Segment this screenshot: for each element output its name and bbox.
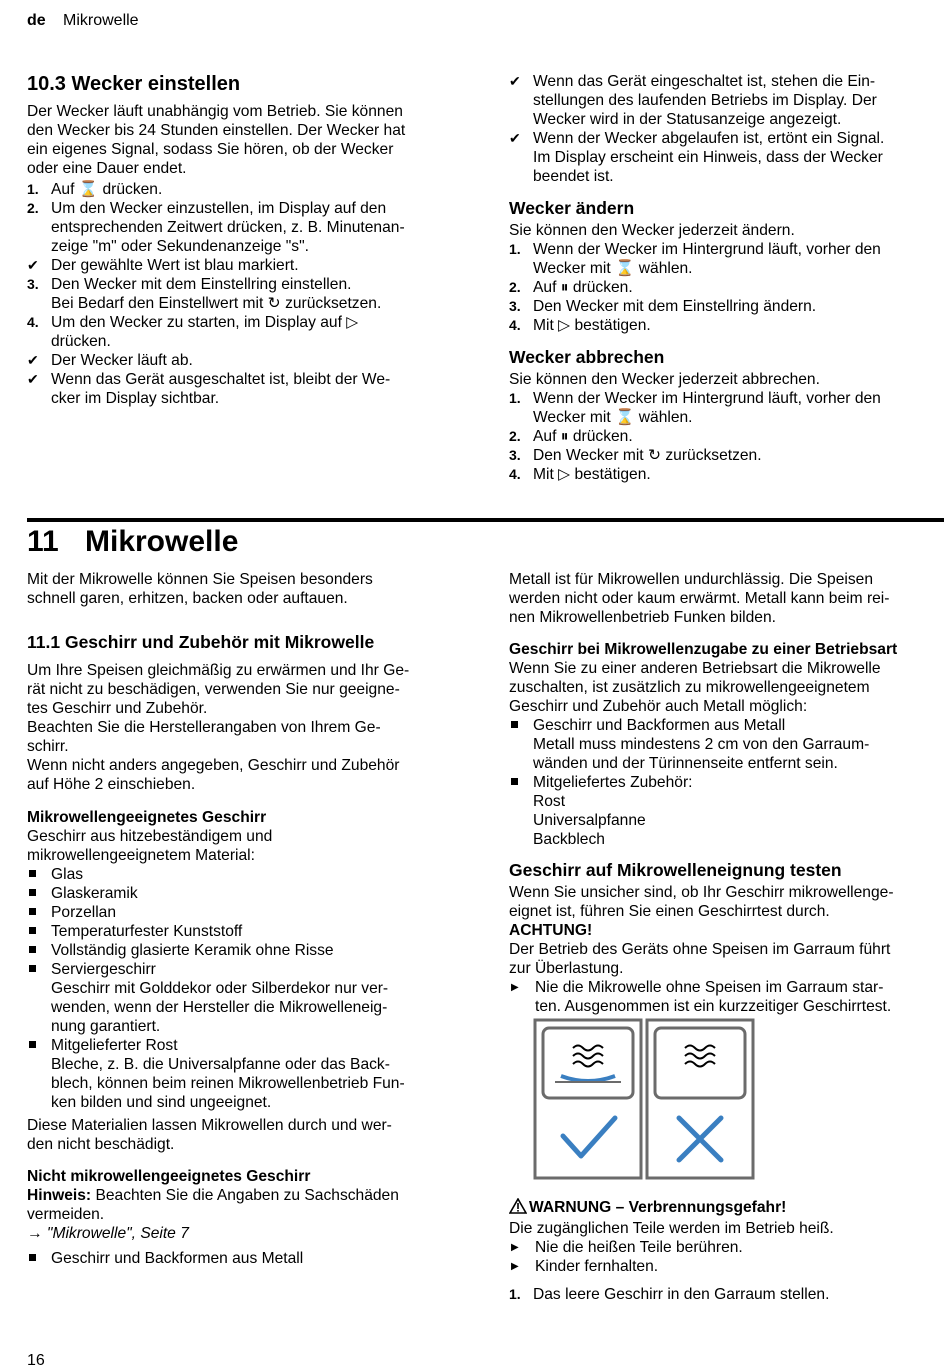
text-line: tes Geschirr und Zubehör. <box>27 700 208 717</box>
suitable-outro <box>27 1116 447 1154</box>
text-line: Rost <box>533 793 566 810</box>
figure-panel-ok <box>535 1020 641 1178</box>
header-language: de <box>27 12 46 29</box>
text-line: Kinder fernhalten. <box>535 1258 659 1275</box>
chapter-rule <box>27 518 944 522</box>
text-line: Den Wecker mit dem Einstellring einstellen. <box>51 276 352 293</box>
list-item <box>509 465 939 484</box>
wecker-change-intro: Sie können den Wecker jederzeit ändern. <box>509 222 795 239</box>
text-line: Den Wecker mit dem Einstellring ändern. <box>533 298 817 315</box>
text-line: stellungen des laufenden Betriebs im Display. Der <box>533 92 877 109</box>
text-line: drücken. <box>51 333 111 350</box>
test-intro <box>509 883 944 921</box>
list-item <box>509 297 939 316</box>
list-item <box>509 427 939 446</box>
list-item <box>509 978 944 1016</box>
text-line: Wenn das Gerät eingeschaltet ist, stehen die Ein- <box>533 73 876 90</box>
list-item <box>27 199 447 256</box>
dishes-intro <box>27 661 447 794</box>
wecker-cancel-steps <box>509 389 939 484</box>
list-item-text <box>533 72 877 129</box>
microwave-waves-icon <box>573 1046 603 1067</box>
wecker-intro <box>27 102 447 178</box>
arrow-bullet-icon: ▶ <box>511 1242 519 1253</box>
list-item <box>27 884 447 903</box>
text-line: ken bilden und sind ungeeignet. <box>51 1094 272 1111</box>
text-line: Um den Wecker zu starten, im Display auf ▷ <box>51 314 359 331</box>
dish-test-figure <box>533 1018 813 1180</box>
text-line: Geschirr und Backformen aus Metall <box>533 717 786 734</box>
list-item-text <box>51 370 390 408</box>
list-item <box>509 1285 944 1304</box>
microwave-intro <box>27 570 447 608</box>
list-item <box>27 960 447 1036</box>
square-bullet-icon <box>27 903 51 922</box>
text-line: mikrowellengeeignetem Material: <box>27 847 255 864</box>
list-item-text <box>51 180 162 199</box>
text-line: Glaskeramik <box>51 885 138 902</box>
list-item-text <box>533 278 633 297</box>
text-line: Diese Materialien lassen Mikrowellen durch und wer- <box>27 1117 392 1134</box>
suitable-list <box>27 865 447 1112</box>
list-item-text <box>51 865 83 884</box>
list-item-text <box>51 922 242 941</box>
square-bullet-icon <box>27 941 51 960</box>
text-line: ten. Ausgenommen ist ein kurzzeitiger Geschirrtest. <box>535 998 892 1015</box>
section-title-11-1: 11.1 Geschirr und Zubehör mit Mikrowelle <box>27 632 375 652</box>
text-line: Wecker wird in der Statusanzeige angezeigt. <box>533 111 842 128</box>
text-line: Metall muss mindestens 2 cm von den Garraum- <box>533 736 870 753</box>
combo-intro <box>509 659 944 716</box>
text-line: Mit ▷ bestätigen. <box>533 466 651 483</box>
check-icon: ✔ <box>509 73 521 89</box>
text-line: nen Mikrowellenbetrieb Funken bilden. <box>509 609 776 626</box>
text-line: beendet ist. <box>533 168 614 185</box>
warning-label: WARNUNG – Verbrennungsgefahr! <box>529 1199 787 1216</box>
text-line: entsprechenden Zeitwert drücken, z. B. Minutenan- <box>51 219 405 236</box>
cross-icon <box>679 1118 721 1160</box>
text-line: Der Wecker läuft unabhängig vom Betrieb. Sie können <box>27 103 403 120</box>
attention-text <box>509 940 944 978</box>
list-item <box>27 922 447 941</box>
text-line: Mit der Mikrowelle können Sie Speisen besonders <box>27 571 373 588</box>
metal-intro <box>509 570 944 627</box>
list-item <box>509 72 939 129</box>
text-line: Wenn nicht anders angegeben, Geschirr und Zubehör <box>27 757 400 774</box>
text-line: den nicht beschädigt. <box>27 1136 175 1153</box>
text-line: Beachten Sie die Herstellerangaben von Ihrem Ge- <box>27 719 381 736</box>
text-line: Auf ⏸ drücken. <box>533 279 633 296</box>
list-item-text <box>533 1285 829 1304</box>
text-line: rät nicht zu beschädigen, verwenden Sie nur geeigne- <box>27 681 400 698</box>
warning-list <box>509 1238 944 1276</box>
text-line: Bei Bedarf den Einstellwert mit ↻ zurücksetzen. <box>51 295 382 312</box>
text-line: ein eigenes Signal, sodass Sie hören, ob der Wecker <box>27 141 394 158</box>
chapter-number: 11 <box>27 525 59 558</box>
list-item <box>27 256 447 275</box>
test-title: Geschirr auf Mikrowelleneignung testen <box>509 860 842 880</box>
text-line: Das leere Geschirr in den Garraum stellen. <box>533 1286 830 1303</box>
list-item-text <box>535 1257 658 1276</box>
step-number: 2. <box>27 200 39 216</box>
text-line: Geschirr aus hitzebeständigem und <box>27 828 273 845</box>
text-line: Wecker mit ⌛ wählen. <box>533 260 693 277</box>
combo-list <box>509 716 944 849</box>
warning-block <box>509 1198 944 1304</box>
left-bottom-column <box>27 570 447 1268</box>
text-line: zeige "m" oder Sekundenanzeige "s". <box>51 238 309 255</box>
square-bullet-icon <box>509 716 533 773</box>
wecker-check-list <box>509 72 939 186</box>
list-item-text <box>51 256 299 275</box>
text-line: Geschirr und Backformen aus Metall <box>51 1250 304 1267</box>
list-item <box>27 313 447 351</box>
list-item-text <box>535 1238 743 1257</box>
text-line: Metall ist für Mikrowellen undurchlässig. Die Speisen <box>509 571 874 588</box>
list-item <box>509 389 939 427</box>
final-steps <box>509 1285 944 1304</box>
text-line: den Wecker bis 24 Stunden einstellen. Der Wecker hat <box>27 122 406 139</box>
text-line: zur Überlastung. <box>509 960 624 977</box>
text-line: Wenn der Wecker abgelaufen ist, ertönt ein Signal. <box>533 130 885 147</box>
right-top-column <box>509 72 939 484</box>
list-item-text <box>51 313 358 351</box>
list-item-text <box>533 716 869 773</box>
text-line: Im Display erscheint ein Hinweis, dass der Wecker <box>533 149 883 166</box>
square-bullet-icon <box>27 1249 51 1268</box>
text-line: Mit ▷ bestätigen. <box>533 317 651 334</box>
text-line: Geschirr mit Golddekor oder Silberdekor nur ver- <box>51 980 389 997</box>
text-line: Mitgelieferter Rost <box>51 1037 178 1054</box>
list-item <box>509 278 939 297</box>
checkmark-icon <box>563 1118 615 1156</box>
step-number: 2. <box>509 279 521 295</box>
step-number: 4. <box>509 317 521 333</box>
list-item-text <box>51 351 193 370</box>
check-icon: ✔ <box>27 352 39 368</box>
list-item-text <box>533 465 651 484</box>
list-item <box>509 129 939 186</box>
text-line: Wenn Sie unsicher sind, ob Ihr Geschirr mikrowellenge- <box>509 884 894 901</box>
list-item <box>27 351 447 370</box>
attention-label: ACHTUNG! <box>509 922 593 939</box>
text-line: Wecker mit ⌛ wählen. <box>533 409 693 426</box>
step-number: 3. <box>509 447 521 463</box>
unsuitable-title: Nicht mikrowellengeeignetes Geschirr <box>27 1168 311 1185</box>
attention-list <box>509 978 944 1016</box>
wecker-cancel-title: Wecker abbrechen <box>509 347 665 367</box>
list-item <box>509 1238 944 1257</box>
text-line: Backblech <box>533 831 605 848</box>
text-line: nung garantiert. <box>51 1018 161 1035</box>
text-line: Wenn das Gerät ausgeschaltet ist, bleibt der We- <box>51 371 391 388</box>
step-number: 1. <box>27 181 39 197</box>
combo-title: Geschirr bei Mikrowellenzugabe zu einer Betriebsart <box>509 641 898 658</box>
unsuitable-list <box>27 1249 447 1268</box>
list-item-text <box>533 427 633 446</box>
step-number: 3. <box>27 276 39 292</box>
text-line: wänden und der Türinnenseite entfernt sein. <box>533 755 838 772</box>
left-top-column <box>27 72 447 408</box>
list-item-text <box>533 773 692 849</box>
list-item <box>27 1249 447 1268</box>
text-line: eignet ist, führen Sie einen Geschirrtest durch. <box>509 903 830 920</box>
text-line: Der Betrieb des Geräts ohne Speisen im Garraum führt <box>509 941 891 958</box>
chapter-name: Mikrowelle <box>85 525 239 558</box>
microwave-waves-icon-2 <box>685 1046 715 1067</box>
page-number: 16 <box>27 1352 45 1369</box>
square-bullet-icon <box>509 773 533 849</box>
list-item-text <box>51 941 334 960</box>
text-line: Mitgeliefertes Zubehör: <box>533 774 693 791</box>
text-line: Wenn der Wecker im Hintergrund läuft, vorher den <box>533 390 881 407</box>
text-line: Auf ⌛ drücken. <box>51 181 163 198</box>
chapter-title <box>27 523 238 561</box>
list-item-text <box>51 960 388 1036</box>
hint-line <box>27 1186 447 1205</box>
hint-reference-link[interactable]: → "Mikrowelle", Seite 7 <box>27 1225 189 1242</box>
square-bullet-icon <box>27 865 51 884</box>
list-item <box>27 370 447 408</box>
list-item-text <box>51 903 116 922</box>
text-line: Geschirr und Zubehör auch Metall möglich: <box>509 698 808 715</box>
hint-text: Beachten Sie die Angaben zu Sachschäden <box>91 1187 399 1204</box>
warning-text: Die zugänglichen Teile werden im Betrieb heiß. <box>509 1220 834 1237</box>
step-number: 2. <box>509 428 521 444</box>
text-line: zuschalten, ist zusätzlich zu mikrowellengeeignetem <box>509 679 870 696</box>
list-item <box>509 240 939 278</box>
step-number: 1. <box>509 1286 521 1302</box>
check-icon: ✔ <box>509 130 521 146</box>
section-title-10-3: 10.3 Wecker einstellen <box>27 73 241 95</box>
figure-panel-not-ok <box>647 1020 753 1178</box>
square-bullet-icon <box>27 960 51 1036</box>
check-icon: ✔ <box>27 257 39 273</box>
square-bullet-icon <box>27 922 51 941</box>
text-line: Um Ihre Speisen gleichmäßig zu erwärmen und Ihr Ge- <box>27 662 410 679</box>
list-item <box>509 773 944 849</box>
text-line: Nie die heißen Teile berühren. <box>535 1239 743 1256</box>
list-item-text <box>533 389 881 427</box>
warning-triangle-icon <box>509 1198 529 1219</box>
text-line: Der Wecker läuft ab. <box>51 352 193 369</box>
text-line: Universalpfanne <box>533 812 646 829</box>
text-line: Vollständig glasierte Keramik ohne Risse <box>51 942 334 959</box>
arrow-bullet-icon: ▶ <box>511 982 519 993</box>
text-line: Den Wecker mit ↻ zurücksetzen. <box>533 447 762 464</box>
list-item <box>27 903 447 922</box>
text-line: Um den Wecker einzustellen, im Display auf den <box>51 200 387 217</box>
text-line: blech, können beim reinen Mikrowellenbetrieb Fun- <box>51 1075 405 1092</box>
hint-label: Hinweis: <box>27 1187 92 1204</box>
step-number: 1. <box>509 241 521 257</box>
text-line: oder eine Dauer endet. <box>27 160 187 177</box>
wecker-steps <box>27 180 447 408</box>
step-number: 3. <box>509 298 521 314</box>
header-section: Mikrowelle <box>63 12 139 29</box>
metal-tray-icon <box>561 1076 615 1081</box>
list-item <box>27 941 447 960</box>
square-bullet-icon <box>27 884 51 903</box>
text-line: Der gewählte Wert ist blau markiert. <box>51 257 299 274</box>
wecker-cancel-intro: Sie können den Wecker jederzeit abbrechen. <box>509 371 820 388</box>
wecker-change-steps <box>509 240 939 335</box>
text-line: wenden, wenn der Hersteller die Mikrowelleneig- <box>51 999 388 1016</box>
list-item <box>27 865 447 884</box>
wecker-change-title: Wecker ändern <box>509 198 635 218</box>
suitable-title: Mikrowellengeeignetes Geschirr <box>27 809 267 826</box>
list-item-text <box>533 316 651 335</box>
text-line: Serviergeschirr <box>51 961 156 978</box>
text-line: Wenn der Wecker im Hintergrund läuft, vorher den <box>533 241 881 258</box>
text-line: werden nicht oder kaum erwärmt. Metall kann beim rei- <box>509 590 890 607</box>
list-item <box>509 716 944 773</box>
warning-heading <box>509 1198 944 1219</box>
text-line: Nie die Mikrowelle ohne Speisen im Garraum star- <box>535 979 884 996</box>
text-line: cker im Display sichtbar. <box>51 390 220 407</box>
suitable-intro <box>27 827 447 865</box>
list-item-text <box>51 1036 405 1112</box>
hint-line-2: vermeiden. <box>27 1206 105 1223</box>
right-bottom-column <box>509 570 944 1016</box>
text-line: Wenn Sie zu einer anderen Betriebsart die Mikrowelle <box>509 660 881 677</box>
check-icon: ✔ <box>27 371 39 387</box>
list-item-text <box>533 129 884 186</box>
text-line: schnell garen, erhitzen, backen oder auftauen. <box>27 590 348 607</box>
text-line: schirr. <box>27 738 69 755</box>
text-line: Porzellan <box>51 904 117 921</box>
list-item <box>509 446 939 465</box>
list-item-text <box>51 275 381 313</box>
arrow-bullet-icon: ▶ <box>511 1261 519 1272</box>
list-item-text <box>533 297 816 316</box>
list-item-text <box>51 884 138 903</box>
list-item <box>509 1257 944 1276</box>
list-item-text <box>51 1249 303 1268</box>
text-line: Glas <box>51 866 84 883</box>
step-number: 4. <box>509 466 521 482</box>
list-item-text <box>51 199 405 256</box>
list-item-text <box>535 978 891 1016</box>
list-item <box>27 1036 447 1112</box>
text-line: auf Höhe 2 einschieben. <box>27 776 196 793</box>
list-item-text <box>533 240 881 278</box>
list-item <box>509 316 939 335</box>
text-line: Temperaturfester Kunststoff <box>51 923 243 940</box>
list-item-text <box>533 446 762 465</box>
list-item <box>27 180 447 199</box>
text-line: Auf ⏸ drücken. <box>533 428 633 445</box>
step-number: 4. <box>27 314 39 330</box>
text-line: Bleche, z. B. die Universalpfanne oder das Back- <box>51 1056 390 1073</box>
square-bullet-icon <box>27 1036 51 1112</box>
list-item <box>27 275 447 313</box>
step-number: 1. <box>509 390 521 406</box>
